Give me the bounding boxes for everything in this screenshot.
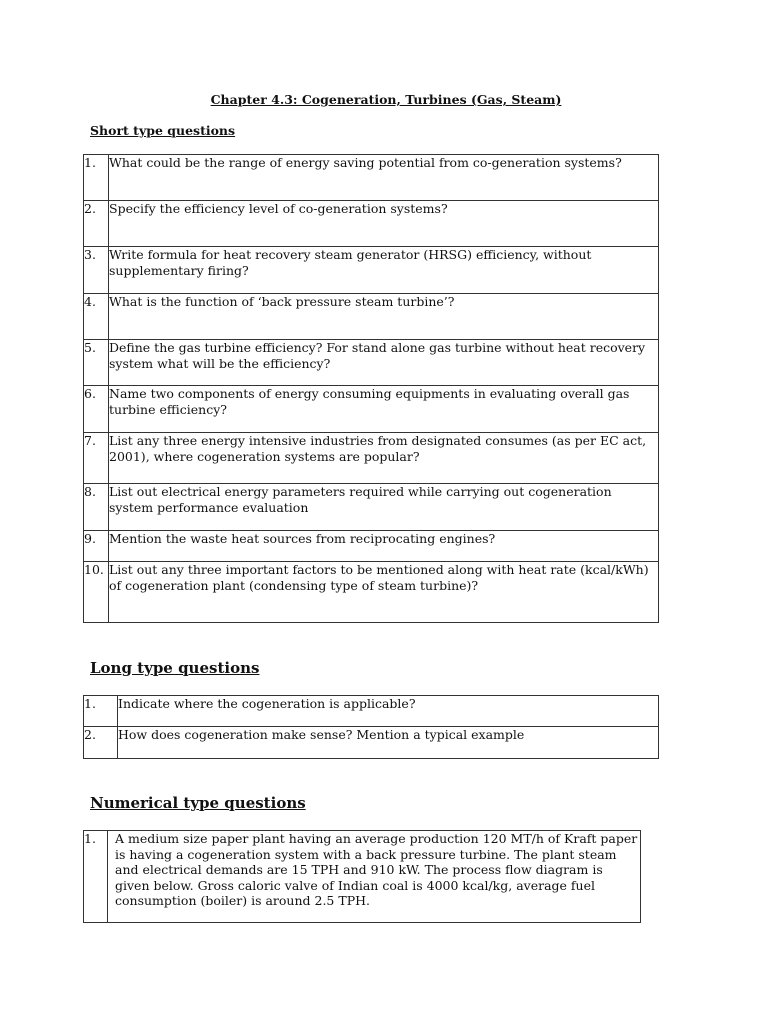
- question-text: How does cogeneration make sense? Mention a typical example: [118, 727, 659, 759]
- question-text: Mention the waste heat sources from reciprocating engines?: [109, 531, 659, 562]
- short-questions-table: [83, 154, 659, 623]
- short-questions-heading: Short type questions: [90, 123, 236, 138]
- question-number: 9.: [84, 531, 109, 562]
- question-text: Indicate where the cogeneration is applicable?: [118, 696, 659, 727]
- question-number: 7.: [84, 433, 109, 484]
- question-number: 1.: [84, 155, 109, 201]
- table-row: [84, 484, 659, 531]
- chapter-title: Chapter 4.3: Cogeneration, Turbines (Gas, Steam): [210, 92, 562, 107]
- table-row: [84, 727, 659, 759]
- table-row: [84, 340, 659, 386]
- long-questions-table: [83, 695, 659, 759]
- question-text: Write formula for heat recovery steam generator (HRSG) efficiency, without supplementary firing?: [109, 247, 659, 294]
- question-number: 2.: [84, 201, 109, 247]
- question-text: List out any three important factors to be mentioned along with heat rate (kcal/kWh) of cogeneration plant (condensing type of steam turbine)?: [109, 562, 659, 623]
- question-text: List any three energy intensive industries from designated consumes (as per EC act, 2001), where cogeneration systems are popular?: [109, 433, 659, 484]
- question-number: 3.: [84, 247, 109, 294]
- long-questions-heading: Long type questions: [90, 659, 260, 677]
- table-row: [84, 201, 659, 247]
- question-text: List out electrical energy parameters required while carrying out cogeneration system performance evaluation: [109, 484, 659, 531]
- table-row: [84, 531, 659, 562]
- numerical-questions-table: [83, 830, 641, 923]
- table-row: [84, 696, 659, 727]
- question-number: 1.: [84, 696, 118, 727]
- numerical-questions-heading: Numerical type questions: [90, 794, 306, 812]
- question-number: 1.: [84, 831, 108, 923]
- question-text: What could be the range of energy saving potential from co-generation systems?: [109, 155, 659, 201]
- question-text: What is the function of ‘back pressure steam turbine’?: [109, 294, 659, 340]
- question-number: 8.: [84, 484, 109, 531]
- question-number: 5.: [84, 340, 109, 386]
- question-text: A medium size paper plant having an average production 120 MT/h of Kraft paper is having a cogeneration system with a back pressure turbine. The plant steam and electrical demands are 15 TPH and 910 kW. The process flow diagram is given below. Gross caloric valve of Indian coal is 4000 kcal/kg, average fuel consumption (boiler) is around 2.5 TPH.: [108, 831, 641, 923]
- table-row: [84, 831, 641, 923]
- question-number: 6.: [84, 386, 109, 433]
- table-row: [84, 155, 659, 201]
- table-row: [84, 433, 659, 484]
- question-number: 2.: [84, 727, 118, 759]
- table-row: [84, 386, 659, 433]
- question-text: Define the gas turbine efficiency? For stand alone gas turbine without heat recovery system what will be the efficiency?: [109, 340, 659, 386]
- table-row: [84, 247, 659, 294]
- table-row: [84, 562, 659, 623]
- question-text: Specify the efficiency level of co-generation systems?: [109, 201, 659, 247]
- table-row: [84, 294, 659, 340]
- question-number: 4.: [84, 294, 109, 340]
- question-number: 10.: [84, 562, 109, 623]
- question-text: Name two components of energy consuming equipments in evaluating overall gas turbine efficiency?: [109, 386, 659, 433]
